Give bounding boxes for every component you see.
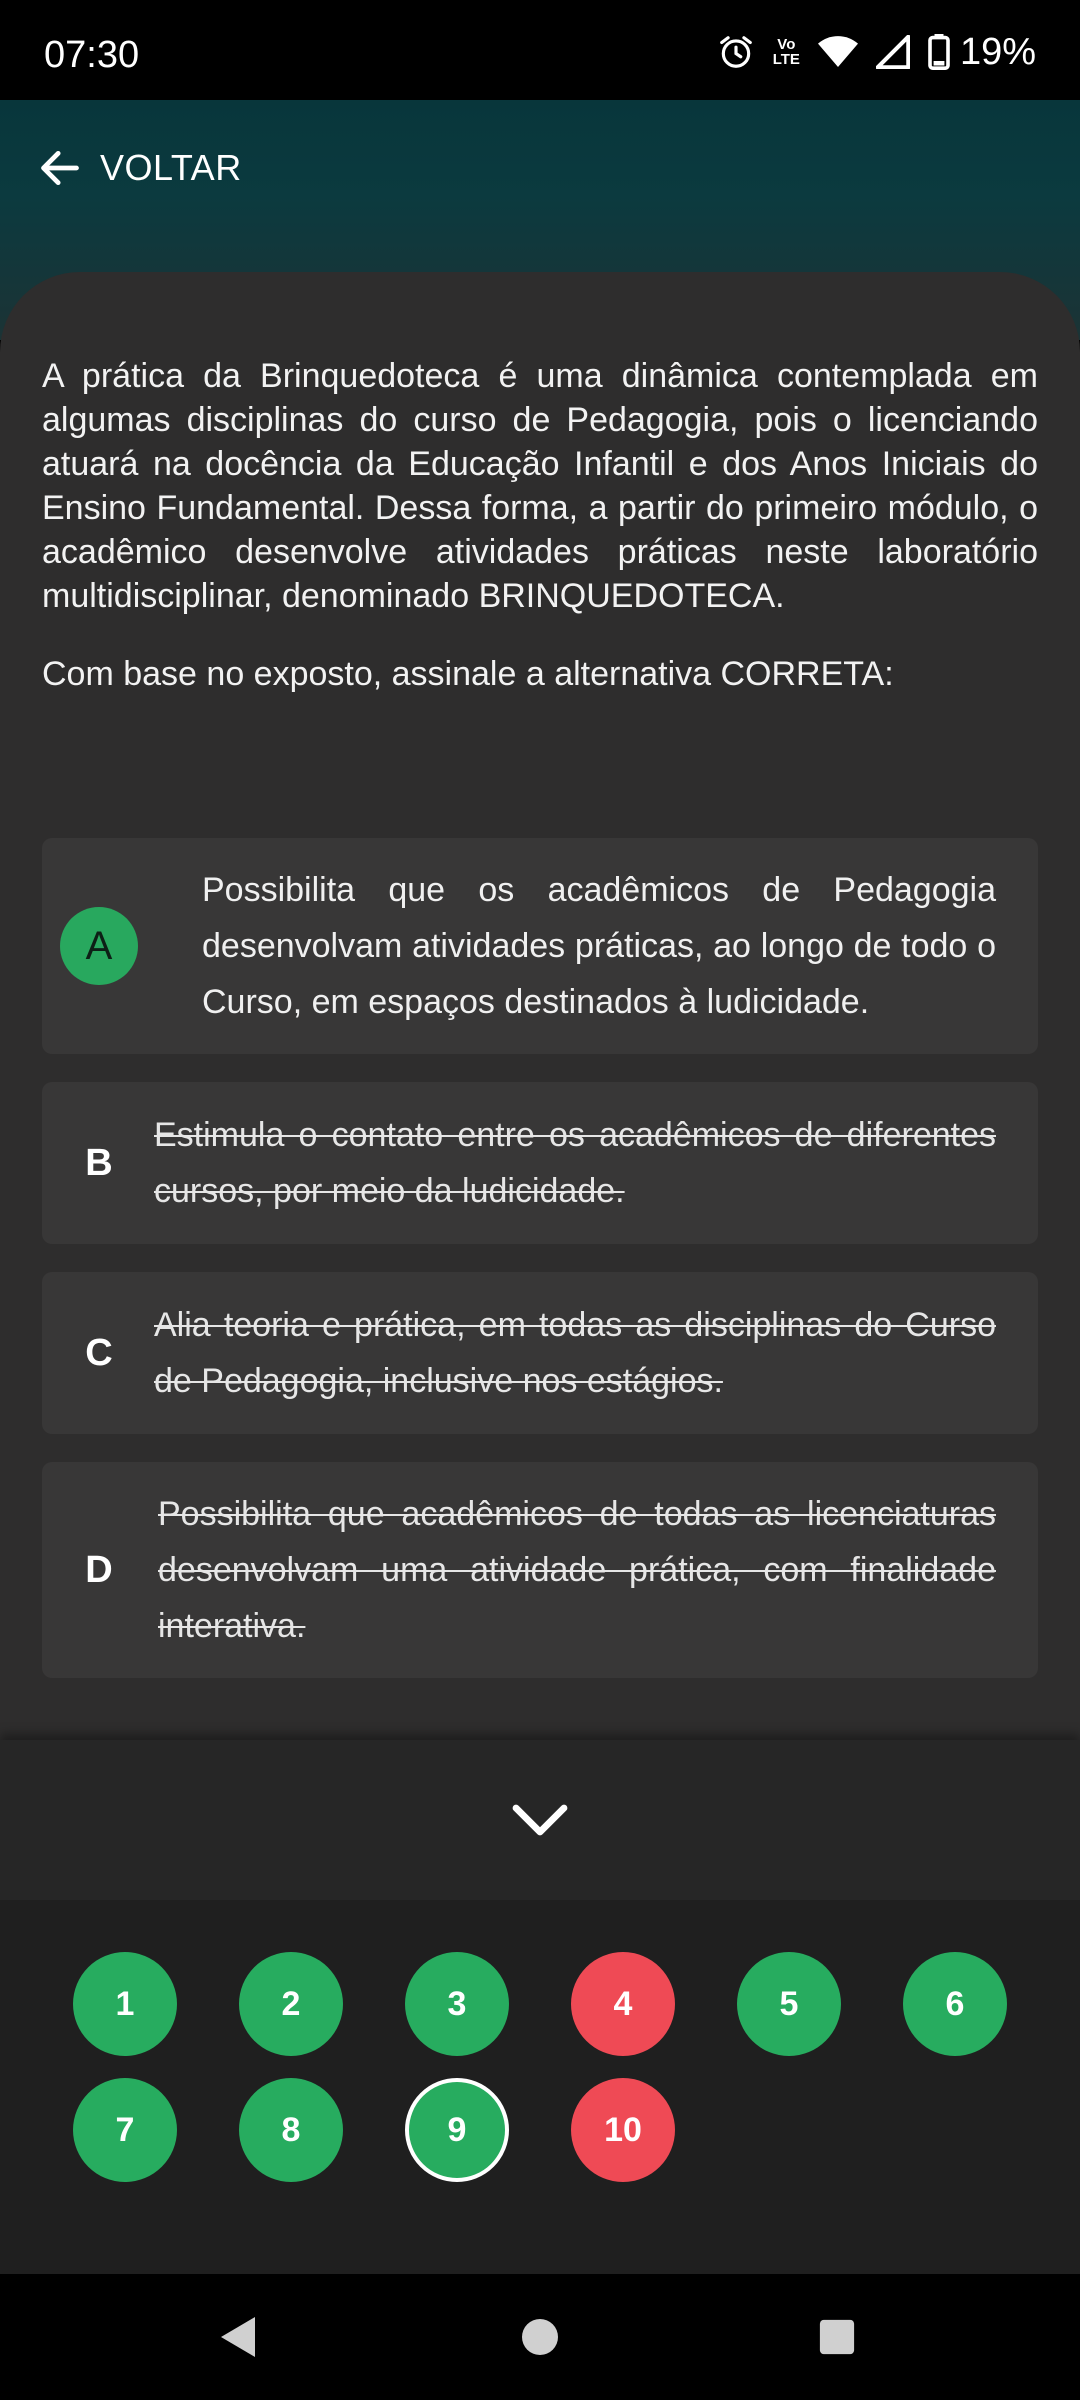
question-button-4[interactable]: 4 xyxy=(571,1952,675,2056)
question-button-7[interactable]: 7 xyxy=(73,2078,177,2182)
nav-back-button[interactable] xyxy=(214,2312,264,2362)
question-button-5[interactable]: 5 xyxy=(737,1952,841,2056)
question-text: A prática da Brinquedoteca é uma dinâmica contemplada em algumas disciplinas do curso de Pedagogia, pois o licenciando atuará na docência da Educação Infantil e dos Anos Iniciais do Ensino Fundamental. Dessa forma, a partir do primeiro módulo, o acadêmico desenvolve atividades práticas neste laboratório multidisciplinar, denominado BRINQUEDOTECA. xyxy=(42,357,1038,615)
collapse-bar xyxy=(0,1740,1080,1900)
option-text-d: Possibilita que acadêmicos de todas as licenciaturas desenvolvam uma atividade prática, com finalidade interativa. xyxy=(158,1495,996,1645)
volte-icon xyxy=(773,37,800,67)
status-time: 07:30 xyxy=(44,34,140,76)
triangle-back-icon xyxy=(219,2315,259,2359)
status-bar xyxy=(0,0,1080,100)
collapse-button[interactable] xyxy=(510,1790,570,1850)
nav-home-button[interactable] xyxy=(515,2312,565,2362)
question-button-9[interactable]: 9 xyxy=(405,2078,509,2182)
system-nav-bar xyxy=(0,2274,1080,2400)
option-letter-b: B xyxy=(85,1141,113,1184)
signal-icon xyxy=(876,35,910,69)
option-d[interactable] xyxy=(42,1462,1038,1678)
option-b[interactable] xyxy=(42,1082,1038,1244)
volte-bottom: LTE xyxy=(772,51,800,68)
option-text-b: Estimula o contato entre os acadêmicos de diferentes cursos, por meio da ludicidade. xyxy=(154,1116,996,1210)
arrow-left-icon xyxy=(36,146,84,190)
square-recents-icon xyxy=(818,2318,856,2356)
option-c[interactable] xyxy=(42,1272,1038,1434)
back-label: VOLTAR xyxy=(100,147,242,188)
question-button-6[interactable]: 6 xyxy=(903,1952,1007,2056)
question-prompt: Com base no exposto, assinale a alternativa CORRETA: xyxy=(42,655,894,693)
question-button-3[interactable]: 3 xyxy=(405,1952,509,2056)
question-button-8[interactable]: 8 xyxy=(239,2078,343,2182)
option-a[interactable] xyxy=(42,838,1038,1054)
option-letter-a: A xyxy=(60,907,138,985)
circle-home-icon xyxy=(520,2317,560,2357)
battery-icon xyxy=(928,34,950,70)
volte-top: Vo xyxy=(777,36,796,53)
question-button-10[interactable]: 10 xyxy=(571,2078,675,2182)
question-button-2[interactable]: 2 xyxy=(239,1952,343,2056)
back-button[interactable] xyxy=(36,146,242,190)
status-icons xyxy=(717,30,1036,74)
option-text-a: Possibilita que os acadêmicos de Pedagogia desenvolvam atividades práticas, ao longo de todo o Curso, em espaços destinados à ludicidade. xyxy=(202,871,996,1021)
option-letter-c: C xyxy=(85,1331,113,1374)
option-letter-d: D xyxy=(85,1548,113,1591)
question-card xyxy=(0,272,1080,1752)
nav-recents-button[interactable] xyxy=(812,2312,862,2362)
option-text-c: Alia teoria e prática, em todas as disciplinas do Curso de Pedagogia, inclusive nos estágios. xyxy=(154,1306,996,1400)
alarm-icon xyxy=(717,33,755,71)
chevron-down-icon xyxy=(512,1802,568,1838)
battery-level: 19% xyxy=(959,30,1036,73)
wifi-icon xyxy=(818,35,858,69)
question-button-1[interactable]: 1 xyxy=(73,1952,177,2056)
question-navigator xyxy=(0,1900,1080,2274)
